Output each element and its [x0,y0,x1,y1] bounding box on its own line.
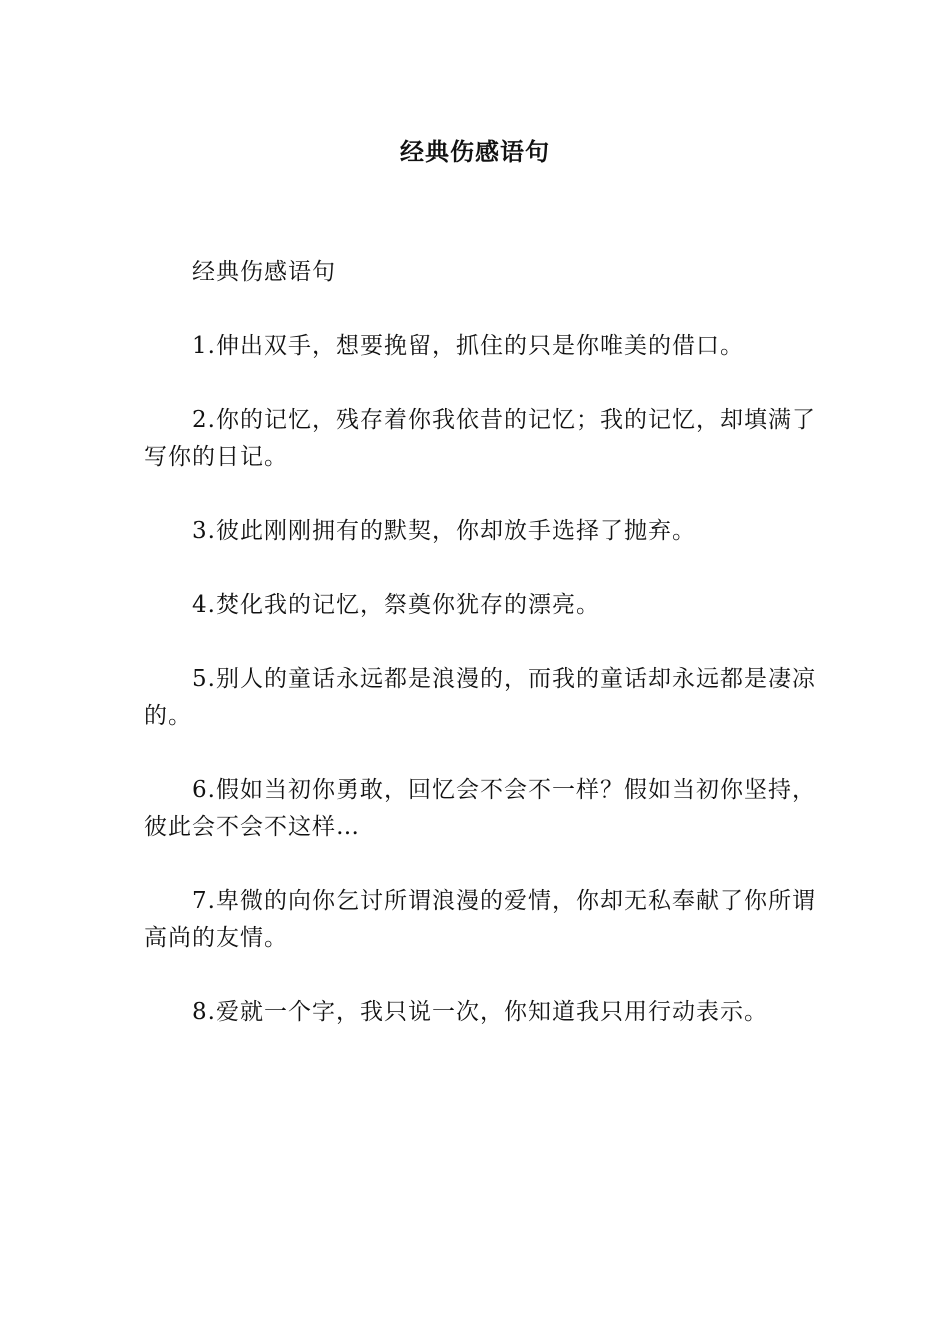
paragraph-7: 7.卑微的向你乞讨所谓浪漫的爱情，你却无私奉献了你所谓高尚的友情。 [144,888,816,951]
document-body [144,254,816,1068]
paragraph-4: 4.焚化我的记忆，祭奠你犹存的漂亮。 [192,592,600,618]
document-title: 经典伤感语句 [400,137,550,166]
paragraph-3: 3.彼此刚刚拥有的默契，你却放手选择了抛弃。 [192,518,696,544]
section-heading: 经典伤感语句 [192,259,336,285]
paragraph-2: 2.你的记忆，残存着你我依昔的记忆；我的记忆，却填满了写你的日记。 [144,407,816,470]
paragraph-6: 6.假如当初你勇敢，回忆会不会不一样？假如当初你坚持，彼此会不会不这样… [144,777,816,840]
paragraph-5: 5.别人的童话永远都是浪漫的，而我的童话却永远都是凄凉的。 [144,666,816,729]
paragraph-8: 8.爱就一个字，我只说一次，你知道我只用行动表示。 [192,999,768,1025]
paragraph-1: 1.伸出双手，想要挽留，抓住的只是你唯美的借口。 [192,333,744,359]
